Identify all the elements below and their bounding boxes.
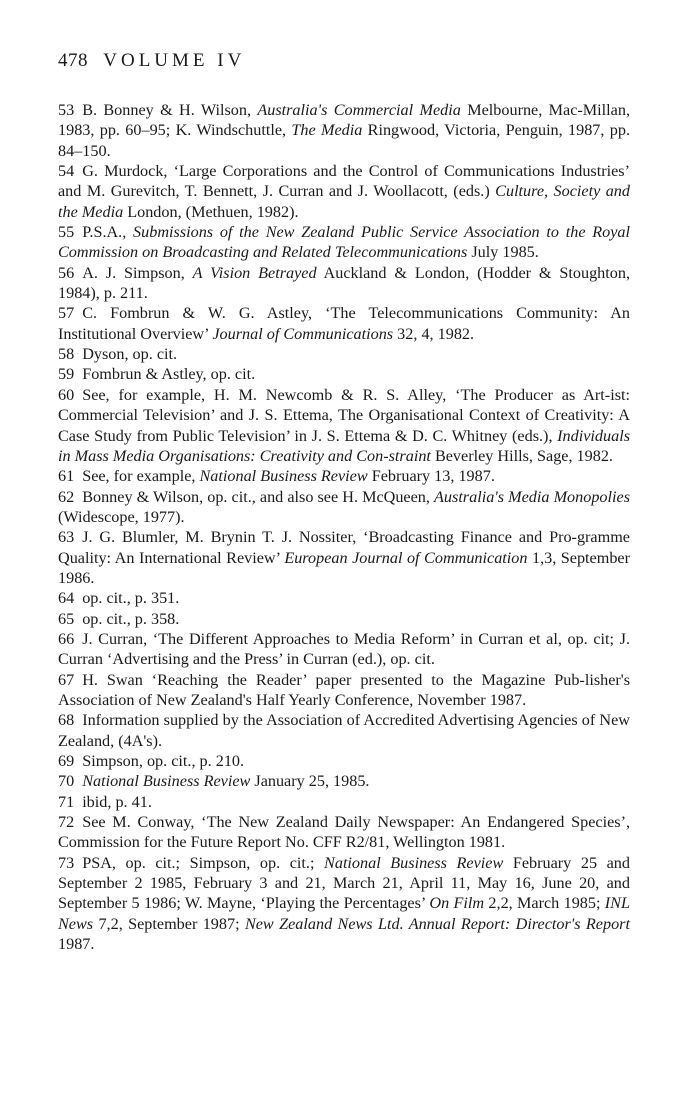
- endnote-number: 60: [58, 385, 75, 404]
- endnote-number: 59: [58, 365, 75, 384]
- endnote-text: H. Swan ‘Reaching the Reader’ paper presented to the Magazine Pub-lisher's Association of New Zealand's Half Yearly Conference, November 1987.: [58, 670, 630, 709]
- endnote-text: Information supplied by the Association of Accredited Advertising Agencies of New Zealand, (4A's).: [58, 711, 630, 750]
- endnote-title-italic: Submissions of the New Zealand Public Service Association to the Royal Commission on Broadcasting and Related Telecommunications: [58, 223, 631, 262]
- endnote-69: [58, 751, 630, 771]
- endnote-text: G. Murdock, ‘Large Corporations and the Control of Communications Industries’ and M. Gurevitch, T. Bennett, J. Curran and J. Woollacott, (eds.): [58, 162, 630, 201]
- endnote-text: July 1985.: [467, 243, 539, 262]
- endnote-text: Auckland & London, (Hodder & Stoughton, 1984), p. 211.: [58, 263, 630, 303]
- endnote-number: 72: [58, 813, 75, 832]
- running-head: [58, 50, 630, 72]
- endnote-text: 1,3, September 1986.: [58, 548, 630, 587]
- endnote-66: [58, 629, 630, 670]
- endnote-60: [58, 385, 630, 466]
- endnote-text: 32, 4, 1982.: [393, 324, 475, 343]
- endnote-text: Bonney & Wilson, op. cit., and also see H. McQueen,: [82, 487, 435, 506]
- volume-title: VOLUME IV: [103, 50, 246, 71]
- endnote-title-italic: On Film: [429, 894, 485, 913]
- endnote-text: C. Fombrun & W. G. Astley, ‘The Telecommunications Community: An Institutional Overview’: [58, 304, 630, 343]
- endnotes-list: [58, 100, 630, 954]
- endnote-text: Fombrun & Astley, op. cit.: [82, 365, 256, 384]
- endnote-title-italic: A Vision Betrayed: [192, 263, 317, 282]
- endnote-number: 62: [58, 487, 75, 506]
- endnote-67: [58, 670, 630, 711]
- endnote-text: See M. Conway, ‘The New Zealand Daily Newspaper: An Endangered Species’, Commission for the Future Report No. CFF R2/81, Wellington 1981.: [58, 813, 630, 852]
- endnote-title-italic: Individuals in Mass Media Organisations: Creativity and Con-straint: [58, 426, 630, 465]
- endnote-number: 69: [58, 752, 75, 770]
- endnote-72: [58, 812, 630, 853]
- endnote-number: 66: [58, 629, 75, 648]
- endnote-text: op. cit., p. 351.: [82, 589, 180, 608]
- endnote-title-italic: National Business Review: [82, 772, 251, 791]
- endnote-title-italic: Australia's Media Monopolies: [434, 487, 630, 506]
- endnote-text: Ringwood, Victoria, Penguin, 1987, pp. 84–150.: [58, 121, 630, 160]
- endnote-number: 56: [58, 263, 75, 282]
- endnote-text: January 25, 1985.: [250, 772, 370, 791]
- endnote-number: 65: [58, 609, 75, 628]
- endnote-title-italic: New Zealand News Ltd. Annual Report: Director's Report: [244, 914, 630, 933]
- endnote-text: Dyson, op. cit.: [82, 345, 178, 364]
- endnote-text: P.S.A.,: [82, 223, 134, 242]
- endnote-65: [58, 609, 630, 629]
- endnote-61: [58, 466, 630, 486]
- endnote-71: [58, 792, 630, 812]
- endnote-53: [58, 100, 630, 161]
- endnote-title-italic: The Media: [291, 121, 363, 140]
- endnote-text: 7,2, September 1987;: [93, 914, 245, 933]
- endnote-text: ibid, p. 41.: [82, 792, 152, 811]
- endnote-73: [58, 853, 630, 955]
- endnote-70: [58, 771, 630, 791]
- endnote-54: [58, 161, 630, 222]
- endnote-59: [58, 364, 630, 384]
- endnote-number: 54: [58, 162, 75, 181]
- endnote-title-italic: Culture, Society and the Media: [58, 182, 630, 221]
- endnote-62: [58, 487, 630, 528]
- endnote-58: [58, 344, 630, 364]
- endnote-title-italic: National Business Review: [324, 853, 504, 872]
- page-number: 478: [58, 50, 88, 71]
- endnote-text: J. G. Blumler, M. Brynin T. J. Nossiter, ‘Broadcasting Finance and Pro-gramme Quality: An International Review’: [58, 528, 630, 567]
- endnote-56: [58, 263, 630, 304]
- endnote-title-italic: Australia's Commercial Media: [257, 101, 461, 119]
- endnote-number: 70: [58, 772, 75, 791]
- endnote-text: op. cit., p. 358.: [82, 609, 180, 628]
- endnote-55: [58, 222, 630, 263]
- endnote-text: B. Bonney & H. Wilson,: [82, 101, 258, 119]
- endnote-text: February 25 and September 2 1985, February 3 and 21, March 21, April 11, May 16, June 20, and September 5 1986; W. Mayne, ‘Playing the Percentages’: [58, 853, 630, 913]
- endnote-number: 53: [58, 101, 75, 119]
- endnote-number: 67: [58, 670, 75, 689]
- endnote-number: 63: [58, 528, 75, 547]
- endnote-64: [58, 588, 630, 608]
- endnote-text: 2,2, March 1985;: [484, 894, 605, 913]
- endnote-title-italic: European Journal of Communication: [284, 548, 528, 567]
- endnote-57: [58, 303, 630, 344]
- endnote-68: [58, 710, 630, 751]
- endnote-text: PSA, op. cit.; Simpson, op. cit.;: [82, 853, 325, 872]
- endnote-text: Simpson, op. cit., p. 210.: [82, 752, 245, 770]
- book-page: [58, 50, 630, 954]
- endnote-text: See, for example,: [82, 467, 200, 486]
- endnote-number: 55: [58, 223, 75, 242]
- endnote-text: Melbourne, Mac-Millan, 1983, pp. 60–95; K. Windschuttle,: [58, 101, 630, 140]
- endnote-number: 68: [58, 711, 75, 730]
- endnote-title-italic: Journal of Communications: [212, 324, 394, 343]
- endnote-text: 1987.: [58, 935, 95, 954]
- endnote-text: (Widescope, 1977).: [58, 507, 185, 526]
- endnote-text: Beverley Hills, Sage, 1982.: [430, 446, 613, 465]
- endnote-number: 73: [58, 853, 75, 872]
- endnote-number: 57: [58, 304, 75, 323]
- endnote-text: J. Curran, ‘The Different Approaches to Media Reform’ in Curran et al, op. cit; J. Curran ‘Advertising and the Press’ in Curran (ed.), op. cit.: [58, 629, 630, 669]
- endnote-text: See, for example, H. M. Newcomb & R. S. Alley, ‘The Producer as Art-ist: Commercial Television’ and J. S. Ettema, The Organisational Context of Creativity: A Case Study from Public Television’ in J. S. Ettema & D. C. Whitney (eds.),: [58, 385, 630, 445]
- endnote-text: A. J. Simpson,: [82, 263, 193, 282]
- endnote-text: February 13, 1987.: [367, 467, 495, 486]
- endnote-number: 64: [58, 589, 75, 608]
- endnote-number: 71: [58, 792, 75, 811]
- endnote-title-italic: INL News: [58, 894, 630, 933]
- endnote-63: [58, 527, 630, 588]
- endnote-number: 58: [58, 345, 75, 364]
- endnote-text: London, (Methuen, 1982).: [123, 202, 299, 221]
- endnote-number: 61: [58, 467, 75, 486]
- endnote-title-italic: National Business Review: [199, 467, 368, 486]
